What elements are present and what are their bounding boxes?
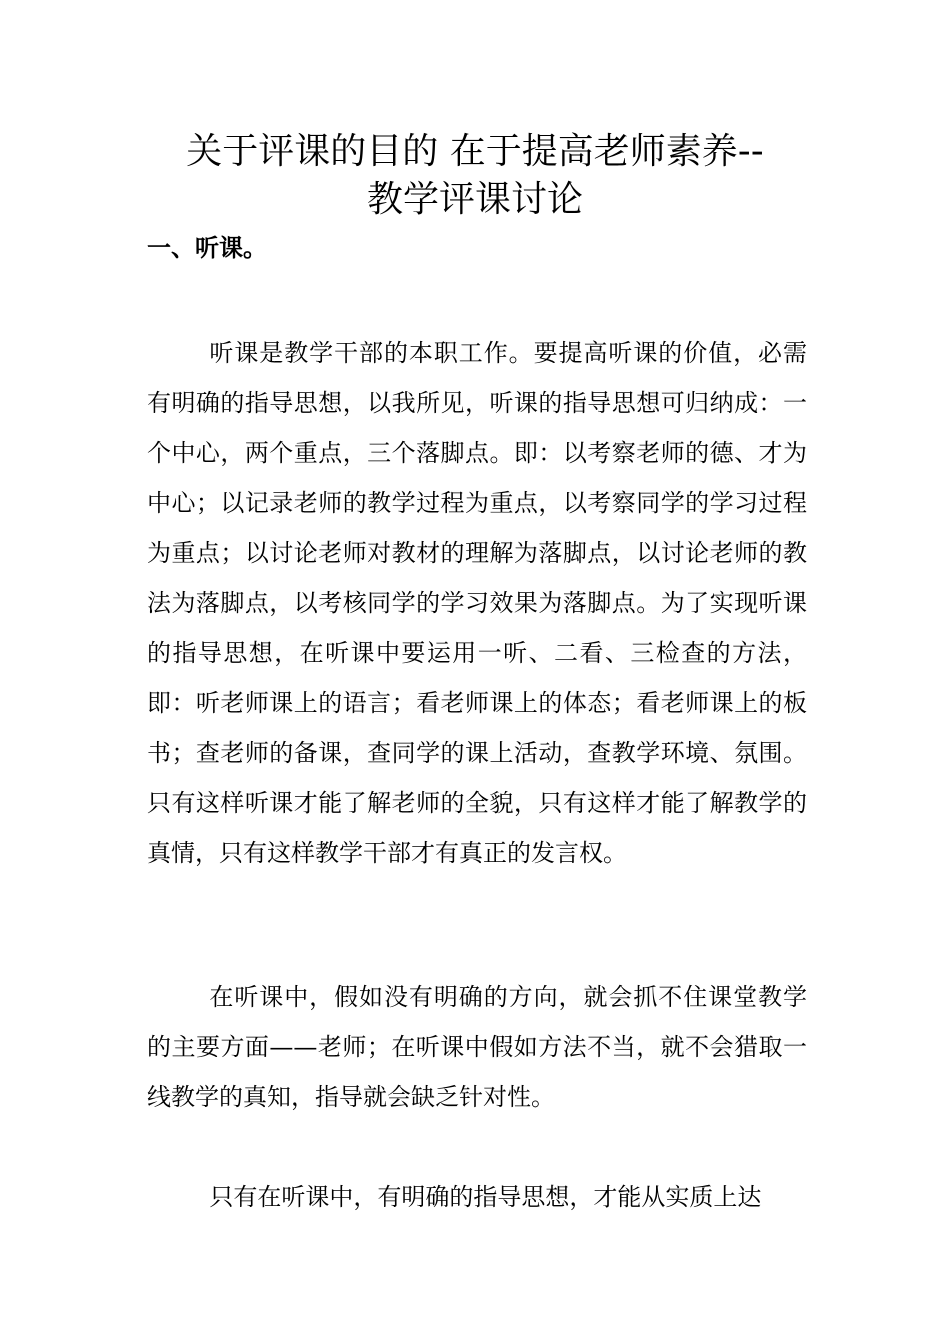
paragraph-3: 只有在听课中，有明确的指导思想，才能从实质上达 bbox=[209, 1183, 762, 1211]
section-heading-listening: 一、听课。 bbox=[147, 233, 267, 262]
paragraph-1: 听课是教学干部的本职工作。要提高听课的价值，必需有明确的指导思想，以我所见，听课的指导思想可归纳成：一个中心，两个重点，三个落脚点。即：以考察老师的德、才为中心；以记录老师的教学过程为重点，以考察同学的学习过程为重点；以讨论老师对教材的理解为落脚点，以讨论老师的教法为落脚点，以考核同学的学习效果为落脚点。为了实现听课的指导思想，在听课中要运用一听、二看、三检查的方法，即：听老师课上的语言；看老师课上的体态；看老师课上的板书；查老师的备课，查同学的课上活动，查教学环境、氛围。只有这样听课才能了解老师的全貌，只有这样才能了解教学的真情，只有这样教学干部才有真正的发言权。 bbox=[147, 339, 807, 867]
paragraph-2: 在听课中，假如没有明确的方向，就会抓不住课堂教学的主要方面——老师；在听课中假如方法不当，就不会猎取一线教学的真知，指导就会缺乏针对性。 bbox=[147, 983, 807, 1111]
document-title-line-2: 教学评课讨论 bbox=[366, 179, 583, 220]
document-title-line-1: 关于评课的目的 在于提高老师素养-- bbox=[186, 131, 764, 172]
